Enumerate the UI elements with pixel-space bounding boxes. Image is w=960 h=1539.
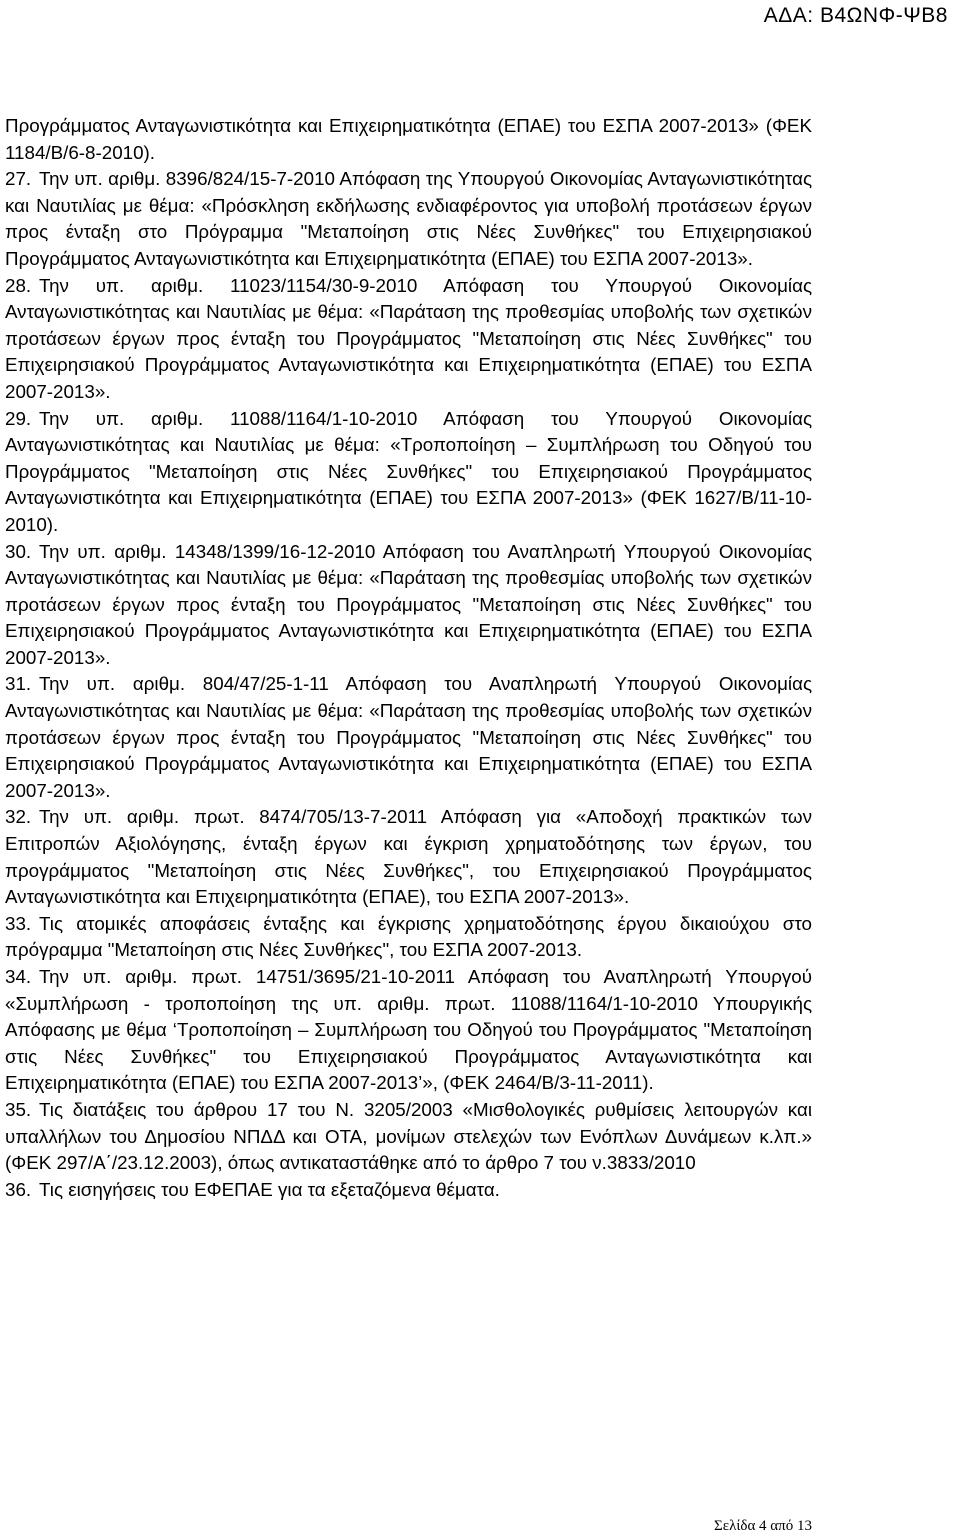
- item-text: Τις διατάξεις του άρθρου 17 του Ν. 3205/2003 «Μισθολογικές ρυθμίσεις λειτουργών και υπαλλήλων του Δημοσίου ΝΠΔΔ και ΟΤΑ, μονίμων στελεχών των Ενόπλων Δυνάμεων κ.λπ.» (ΦΕΚ 297/Α΄/23.12.2003), όπως αντικαταστάθηκε από το άρθρο 7 του ν.3833/2010: [5, 1098, 812, 1174]
- list-item-31: [5, 671, 812, 804]
- item-number: 35.: [5, 1098, 32, 1120]
- item-number: 28.: [5, 274, 32, 296]
- ada-code: ΑΔΑ: Β4ΩΝΦ-ΨΒ8: [763, 4, 948, 27]
- list-item-27: [5, 166, 812, 272]
- item-text: Την υπ. αριθμ. 804/47/25-1-11 Απόφαση του Αναπληρωτή Υπουργού Οικονομίας Ανταγωνιστικότητας και Ναυτιλίας με θέμα: «Παράταση της προθεσμίας υποβολής των σχετικών προτάσεων έργων προς ένταξη του Προγράμματος "Μεταποίηση στις Νέες Συνθήκες" του Επιχειρησιακού Προγράμματος Ανταγωνιστικότητα και Επιχειρηματικότητα (ΕΠΑΕ) του ΕΣΠΑ 2007-2013».: [5, 673, 812, 801]
- list-item-32: [5, 804, 812, 910]
- item-text: Την υπ. αριθμ. 11023/1154/30-9-2010 Απόφαση του Υπουργού Οικονομίας Ανταγωνιστικότητας και Ναυτιλίας με θέμα: «Παράταση της προθεσμίας υποβολής των σχετικών προτάσεων έργων προς ένταξη του Προγράμματος "Μεταποίηση στις Νέες Συνθήκες" του Επιχειρησιακού Προγράμματος Ανταγωνιστικότητα και Επιχειρηματικότητα (ΕΠΑΕ) του ΕΣΠΑ 2007-2013».: [5, 274, 812, 402]
- list-item-35: [5, 1097, 812, 1177]
- item-text: Την υπ. αριθμ. πρωτ. 8474/705/13-7-2011 Απόφαση για «Αποδοχή πρακτικών των Επιτροπών Αξιολόγησης, ένταξη έργων και έγκριση χρηματοδότησης των έργων, του προγράμματος "Μεταποίηση στις Νέες Συνθήκες", του Επιχειρησιακού Προγράμματος Ανταγωνιστικότητα και Επιχειρηματικότητα (ΕΠΑΕ), του ΕΣΠΑ 2007-2013».: [5, 806, 812, 908]
- item-text: Τις ατομικές αποφάσεις ένταξης και έγκρισης χρηματοδότησης έργου δικαιούχου στο πρόγραμμα "Μεταποίηση στις Νέες Συνθήκες", του ΕΣΠΑ 2007-2013.: [5, 912, 812, 961]
- list-item-30: [5, 539, 812, 672]
- item-number: 31.: [5, 673, 32, 695]
- item-text: Την υπ. αριθμ. 11088/1164/1-10-2010 Απόφαση του Υπουργού Οικονομίας Ανταγωνιστικότητας και Ναυτιλίας με θέμα: «Τροποποίηση – Συμπλήρωση του Οδηγού του Προγράμματος "Μεταποίηση στις Νέες Συνθήκες" του Επιχειρησιακού Προγράμματος Ανταγωνιστικότητα και Επιχειρηματικότητα (ΕΠΑΕ) του ΕΣΠΑ 2007-2013» (ΦΕΚ 1627/Β/11-10-2010).: [5, 407, 812, 535]
- list-item-33: [5, 911, 812, 964]
- item-number: 34.: [5, 966, 32, 987]
- item-number: 33.: [5, 912, 32, 934]
- item-number: 27.: [5, 168, 32, 190]
- item-number: 30.: [5, 540, 32, 562]
- list-item-34: [5, 964, 812, 1097]
- item-text: Τις εισηγήσεις του ΕΦΕΠΑΕ για τα εξεταζόμενα θέματα.: [39, 1178, 500, 1200]
- item-number: 29.: [5, 407, 32, 429]
- item-text: Την υπ. αριθμ. πρωτ. 14751/3695/21-10-2011 Απόφαση του Αναπληρωτή Υπουργού «Συμπλήρωση - τροποποίηση της υπ. αριθμ. πρωτ. 11088/1164/1-10-2010 Υπουργικής Απόφασης με θέμα ‘Τροποποίηση – Συμπλήρωση του Οδηγού του Προγράμματος "Μεταποίηση στις Νέες Συνθήκες" του Επιχειρησιακού Προγράμματος Ανταγωνιστικότητα και Επιχειρηματικότητα (ΕΠΑΕ) του ΕΣΠΑ 2007-2013’», (ΦΕΚ 2464/Β/3-11-2011).: [5, 966, 812, 1094]
- list-item-29: [5, 406, 812, 539]
- item-text: Την υπ. αριθμ. 8396/824/15-7-2010 Απόφαση της Υπουργού Οικονομίας Ανταγωνιστικότητας και Ναυτιλίας με θέμα: «Πρόσκληση εκδήλωσης ενδιαφέροντος για υποβολή προτάσεων έργων προς ένταξη στο Πρόγραμμα "Μεταποίηση στις Νέες Συνθήκες" του Επιχειρησιακού Προγράμματος Ανταγωνιστικότητα και Επιχειρηματικότητα (ΕΠΑΕ) του ΕΣΠΑ 2007-2013».: [5, 168, 812, 269]
- list-item-28: [5, 273, 812, 406]
- page-number: Σελίδα 4 από 13: [714, 1518, 812, 1534]
- list-item-36: [5, 1177, 812, 1204]
- document-body: [5, 113, 812, 1203]
- item-text: Την υπ. αριθμ. 14348/1399/16-12-2010 Απόφαση του Αναπληρωτή Υπουργού Οικονομίας Ανταγωνιστικότητας και Ναυτιλίας με θέμα: «Παράταση της προθεσμίας υποβολής των σχετικών προτάσεων έργων προς ένταξη του Προγράμματος "Μεταποίηση στις Νέες Συνθήκες" του Επιχειρησιακού Προγράμματος Ανταγωνιστικότητα και Επιχειρηματικότητα (ΕΠΑΕ) του ΕΣΠΑ 2007-2013».: [5, 540, 812, 668]
- item-number: 32.: [5, 806, 32, 828]
- intro-paragraph: Προγράμματος Ανταγωνιστικότητα και Επιχειρηματικότητα (ΕΠΑΕ) του ΕΣΠΑ 2007-2013» (ΦΕΚ 1184/Β/6-8-2010).: [5, 115, 812, 163]
- item-number: 36.: [5, 1178, 32, 1200]
